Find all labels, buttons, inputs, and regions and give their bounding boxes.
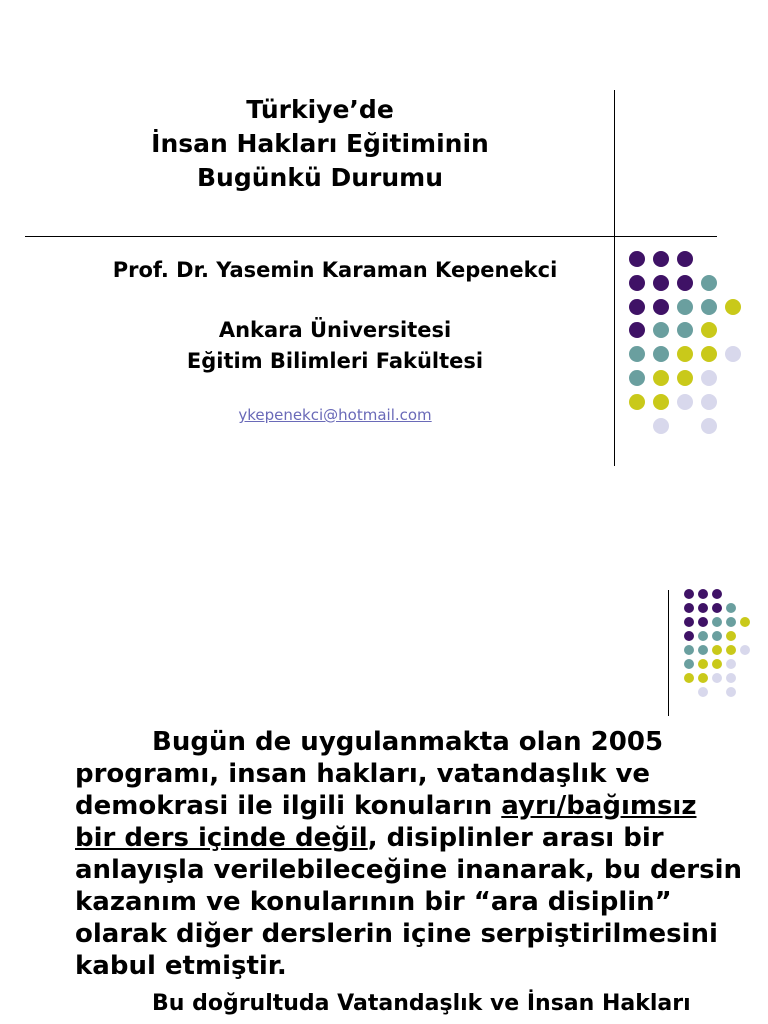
para1-line-5: anlayışla verilebileceğine inanarak, bu dersin (75, 855, 742, 885)
para1-line-7: olarak diğer derslerin içine serpiştirilmesini (75, 919, 718, 949)
dot (677, 394, 693, 410)
dot (629, 394, 645, 410)
dot (726, 617, 736, 627)
dot (712, 673, 722, 683)
dot (653, 370, 669, 386)
dot (684, 659, 694, 669)
para1-line-3-underlined: ayrı/bağımsız (501, 791, 697, 821)
para1-line-3a: demokrasi ile ilgili konuların (75, 791, 502, 821)
dot (698, 631, 708, 641)
dot (725, 299, 741, 315)
dot (712, 659, 722, 669)
dot (701, 322, 717, 338)
dot (725, 346, 741, 362)
para1-line-1: Bugün de uygulanmakta olan 2005 (152, 727, 664, 757)
dot (684, 603, 694, 613)
dot (701, 346, 717, 362)
dot (698, 589, 708, 599)
dot (653, 251, 669, 267)
para2-line-1: Bu doğrultuda Vatandaşlık ve İnsan Hakları (152, 991, 691, 1016)
dot (701, 394, 717, 410)
dot (698, 645, 708, 655)
title-line-3: Bugünkü Durumu (197, 163, 443, 192)
body-paragraph-1 (75, 726, 755, 982)
dot (653, 275, 669, 291)
dot (677, 275, 693, 291)
dot (653, 394, 669, 410)
para1-line-4 (75, 822, 755, 854)
dot (698, 687, 708, 697)
dot (677, 346, 693, 362)
dot (740, 617, 750, 627)
institution-name: Ankara Üniversitesi (218, 318, 452, 342)
dot (726, 687, 736, 697)
dot (677, 322, 693, 338)
dot (677, 299, 693, 315)
title-line-1: Türkiye’de (246, 95, 394, 124)
dot (684, 673, 694, 683)
email-link[interactable]: ykepenekci@hotmail.com (238, 406, 432, 424)
dot (701, 370, 717, 386)
dot (712, 631, 722, 641)
dot (629, 346, 645, 362)
faculty-name: Eğitim Bilimleri Fakültesi (186, 349, 484, 373)
para1-line-2: programı, insan hakları, vatandaşlık ve (75, 759, 651, 789)
dot (653, 418, 669, 434)
dot (698, 603, 708, 613)
dot (712, 645, 722, 655)
author-name: Prof. Dr. Yasemin Karaman Kepenekci (112, 258, 558, 282)
dot (726, 659, 736, 669)
dot (629, 299, 645, 315)
dot (701, 418, 717, 434)
dot (726, 673, 736, 683)
dot (629, 370, 645, 386)
dot (740, 645, 750, 655)
para1-line-4b: , disiplinler arası bir (367, 823, 664, 853)
dot (712, 617, 722, 627)
dot (726, 603, 736, 613)
dot (653, 299, 669, 315)
dot (701, 275, 717, 291)
dot (698, 673, 708, 683)
dot (653, 346, 669, 362)
dot (684, 617, 694, 627)
para1-line-6: kazanım ve konularının bir “ara disiplin” (75, 887, 672, 917)
dot (726, 631, 736, 641)
vertical-divider (614, 90, 615, 466)
dot (698, 659, 708, 669)
dot (684, 631, 694, 641)
para1-line-3 (75, 790, 755, 822)
para1-line-4-underlined: bir ders içinde değil (75, 823, 368, 853)
dot (684, 589, 694, 599)
dot (629, 322, 645, 338)
dot (698, 617, 708, 627)
dot (684, 645, 694, 655)
dot (629, 275, 645, 291)
dot (712, 603, 722, 613)
dot (726, 645, 736, 655)
dot (677, 370, 693, 386)
dot (677, 251, 693, 267)
title-line-2: İnsan Hakları Eğitiminin (151, 129, 489, 158)
dot (701, 299, 717, 315)
horizontal-divider (25, 236, 717, 237)
vertical-divider-small (668, 590, 669, 716)
dot (653, 322, 669, 338)
para1-line-8: kabul etmiştir. (75, 951, 287, 981)
dot (629, 251, 645, 267)
dot (712, 589, 722, 599)
